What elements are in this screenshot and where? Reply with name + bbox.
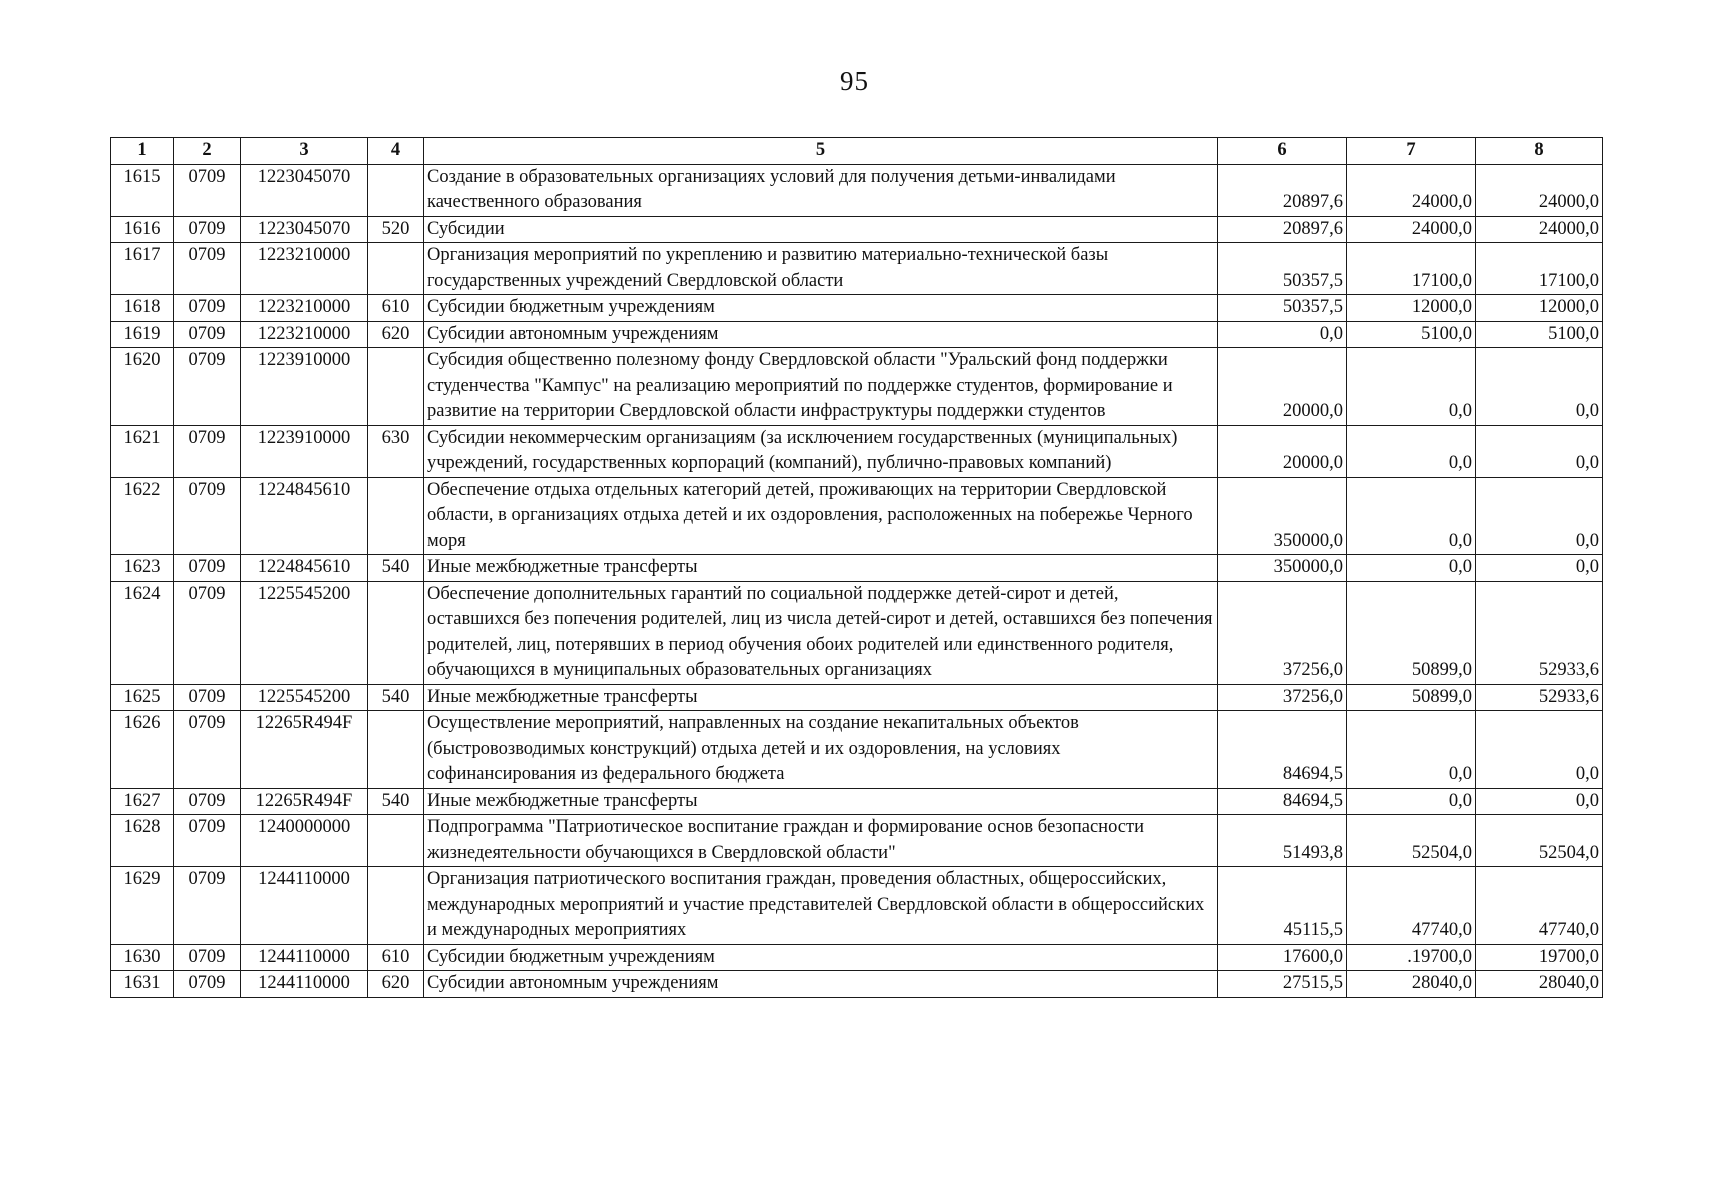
amount-cell: 12000,0 bbox=[1347, 295, 1476, 322]
column-header: 3 bbox=[241, 138, 368, 165]
target-article-cell: 1244110000 bbox=[241, 867, 368, 945]
table-row bbox=[111, 971, 1603, 998]
table-row bbox=[111, 477, 1603, 555]
section-code-cell: 0709 bbox=[174, 944, 241, 971]
column-header: 2 bbox=[174, 138, 241, 165]
expense-type-cell bbox=[368, 581, 424, 684]
expense-type-cell bbox=[368, 164, 424, 216]
amount-cell: 0,0 bbox=[1218, 321, 1347, 348]
target-article-cell: 12265R494F bbox=[241, 788, 368, 815]
amount-cell: 350000,0 bbox=[1218, 555, 1347, 582]
target-article-cell: 1223210000 bbox=[241, 243, 368, 295]
description-cell: Субсидии бюджетным учреждениям bbox=[424, 295, 1218, 322]
table-row bbox=[111, 815, 1603, 867]
description-cell: Субсидии автономным учреждениям bbox=[424, 321, 1218, 348]
target-article-cell: 1225545200 bbox=[241, 581, 368, 684]
amount-cell: 0,0 bbox=[1476, 348, 1603, 426]
section-code-cell: 0709 bbox=[174, 477, 241, 555]
target-article-cell: 1223045070 bbox=[241, 164, 368, 216]
row-number-cell: 1618 bbox=[111, 295, 174, 322]
amount-cell: 24000,0 bbox=[1347, 216, 1476, 243]
amount-cell: 17100,0 bbox=[1476, 243, 1603, 295]
row-number-cell: 1626 bbox=[111, 711, 174, 789]
amount-cell: 0,0 bbox=[1476, 477, 1603, 555]
amount-cell: 50357,5 bbox=[1218, 243, 1347, 295]
row-number-cell: 1621 bbox=[111, 425, 174, 477]
expense-type-cell bbox=[368, 815, 424, 867]
target-article-cell: 1244110000 bbox=[241, 971, 368, 998]
table-row bbox=[111, 711, 1603, 789]
amount-cell: 0,0 bbox=[1347, 555, 1476, 582]
expense-type-cell bbox=[368, 477, 424, 555]
row-number-cell: 1624 bbox=[111, 581, 174, 684]
expense-type-cell: 620 bbox=[368, 321, 424, 348]
amount-cell: 47740,0 bbox=[1347, 867, 1476, 945]
amount-cell: 28040,0 bbox=[1476, 971, 1603, 998]
target-article-cell: 1223910000 bbox=[241, 348, 368, 426]
row-number-cell: 1628 bbox=[111, 815, 174, 867]
amount-cell: 17100,0 bbox=[1347, 243, 1476, 295]
amount-cell: 0,0 bbox=[1476, 555, 1603, 582]
expense-type-cell: 540 bbox=[368, 684, 424, 711]
amount-cell: .19700,0 bbox=[1347, 944, 1476, 971]
row-number-cell: 1620 bbox=[111, 348, 174, 426]
row-number-cell: 1617 bbox=[111, 243, 174, 295]
target-article-cell: 1223910000 bbox=[241, 425, 368, 477]
amount-cell: 0,0 bbox=[1476, 425, 1603, 477]
description-cell: Осуществление мероприятий, направленных на создание некапитальных объектов (быстровозводимых конструкций) отдыха детей и их оздоровления, на условиях софинансирования из федерального бюджета bbox=[424, 711, 1218, 789]
section-code-cell: 0709 bbox=[174, 164, 241, 216]
amount-cell: 37256,0 bbox=[1218, 581, 1347, 684]
amount-cell: 27515,5 bbox=[1218, 971, 1347, 998]
section-code-cell: 0709 bbox=[174, 321, 241, 348]
amount-cell: 0,0 bbox=[1347, 348, 1476, 426]
description-cell: Иные межбюджетные трансферты bbox=[424, 788, 1218, 815]
section-code-cell: 0709 bbox=[174, 425, 241, 477]
amount-cell: 24000,0 bbox=[1476, 164, 1603, 216]
table-row bbox=[111, 243, 1603, 295]
row-number-cell: 1622 bbox=[111, 477, 174, 555]
row-number-cell: 1630 bbox=[111, 944, 174, 971]
amount-cell: 350000,0 bbox=[1218, 477, 1347, 555]
amount-cell: 24000,0 bbox=[1476, 216, 1603, 243]
table-row bbox=[111, 581, 1603, 684]
amount-cell: 20897,6 bbox=[1218, 164, 1347, 216]
table-row bbox=[111, 555, 1603, 582]
description-cell: Субсидии некоммерческим организациям (за исключением государственных (муниципальных) учреждений, государственных корпораций (компаний), публично-правовых компаний) bbox=[424, 425, 1218, 477]
section-code-cell: 0709 bbox=[174, 711, 241, 789]
amount-cell: 17600,0 bbox=[1218, 944, 1347, 971]
amount-cell: 84694,5 bbox=[1218, 788, 1347, 815]
description-cell: Обеспечение отдыха отдельных категорий детей, проживающих на территории Свердловской области, в организациях отдыха детей и их оздоровления, расположенных на побережье Черного моря bbox=[424, 477, 1218, 555]
amount-cell: 47740,0 bbox=[1476, 867, 1603, 945]
table-row bbox=[111, 867, 1603, 945]
row-number-cell: 1627 bbox=[111, 788, 174, 815]
section-code-cell: 0709 bbox=[174, 348, 241, 426]
amount-cell: 0,0 bbox=[1347, 425, 1476, 477]
table-row bbox=[111, 425, 1603, 477]
description-cell: Организация мероприятий по укреплению и развитию материально-технической базы государственных учреждений Свердловской области bbox=[424, 243, 1218, 295]
amount-cell: 52504,0 bbox=[1347, 815, 1476, 867]
amount-cell: 52933,6 bbox=[1476, 581, 1603, 684]
description-cell: Иные межбюджетные трансферты bbox=[424, 555, 1218, 582]
target-article-cell: 1240000000 bbox=[241, 815, 368, 867]
description-cell: Субсидии бюджетным учреждениям bbox=[424, 944, 1218, 971]
expense-type-cell: 620 bbox=[368, 971, 424, 998]
table-row bbox=[111, 164, 1603, 216]
table-row bbox=[111, 944, 1603, 971]
amount-cell: 20897,6 bbox=[1218, 216, 1347, 243]
row-number-cell: 1631 bbox=[111, 971, 174, 998]
target-article-cell: 1224845610 bbox=[241, 477, 368, 555]
expense-type-cell: 540 bbox=[368, 788, 424, 815]
table-row bbox=[111, 295, 1603, 322]
description-cell: Создание в образовательных организациях условий для получения детьми-инвалидами качественного образования bbox=[424, 164, 1218, 216]
section-code-cell: 0709 bbox=[174, 684, 241, 711]
amount-cell: 20000,0 bbox=[1218, 425, 1347, 477]
description-cell: Субсидия общественно полезному фонду Свердловской области "Уральский фонд поддержки студенчества "Кампус" на реализацию мероприятий по поддержке студентов, формирование и развитие на территории Свердловской области инфраструктуры поддержки студентов bbox=[424, 348, 1218, 426]
column-header: 6 bbox=[1218, 138, 1347, 165]
description-cell: Субсидии bbox=[424, 216, 1218, 243]
row-number-cell: 1623 bbox=[111, 555, 174, 582]
expense-type-cell: 630 bbox=[368, 425, 424, 477]
row-number-cell: 1616 bbox=[111, 216, 174, 243]
section-code-cell: 0709 bbox=[174, 788, 241, 815]
target-article-cell: 1244110000 bbox=[241, 944, 368, 971]
section-code-cell: 0709 bbox=[174, 216, 241, 243]
table-row bbox=[111, 684, 1603, 711]
section-code-cell: 0709 bbox=[174, 243, 241, 295]
amount-cell: 0,0 bbox=[1476, 788, 1603, 815]
description-cell: Организация патриотического воспитания граждан, проведения областных, общероссийских, международных мероприятий и участие представителей Свердловской области в общероссийских и международных мероприятиях bbox=[424, 867, 1218, 945]
expense-type-cell: 610 bbox=[368, 295, 424, 322]
section-code-cell: 0709 bbox=[174, 555, 241, 582]
page-number: 95 bbox=[840, 66, 869, 96]
description-cell: Подпрограмма "Патриотическое воспитание граждан и формирование основ безопасности жизнедеятельности обучающихся в Свердловской области" bbox=[424, 815, 1218, 867]
amount-cell: 50357,5 bbox=[1218, 295, 1347, 322]
column-header: 5 bbox=[424, 138, 1218, 165]
row-number-cell: 1625 bbox=[111, 684, 174, 711]
section-code-cell: 0709 bbox=[174, 581, 241, 684]
target-article-cell: 1223210000 bbox=[241, 295, 368, 322]
column-header: 8 bbox=[1476, 138, 1603, 165]
amount-cell: 12000,0 bbox=[1476, 295, 1603, 322]
table-row bbox=[111, 216, 1603, 243]
column-header: 1 bbox=[111, 138, 174, 165]
amount-cell: 24000,0 bbox=[1347, 164, 1476, 216]
expense-type-cell: 540 bbox=[368, 555, 424, 582]
expense-type-cell bbox=[368, 711, 424, 789]
amount-cell: 50899,0 bbox=[1347, 684, 1476, 711]
amount-cell: 50899,0 bbox=[1347, 581, 1476, 684]
column-header: 4 bbox=[368, 138, 424, 165]
amount-cell: 28040,0 bbox=[1347, 971, 1476, 998]
target-article-cell: 1223045070 bbox=[241, 216, 368, 243]
amount-cell: 0,0 bbox=[1347, 477, 1476, 555]
table-row bbox=[111, 321, 1603, 348]
column-header: 7 bbox=[1347, 138, 1476, 165]
amount-cell: 52504,0 bbox=[1476, 815, 1603, 867]
table-body bbox=[111, 164, 1603, 997]
amount-cell: 51493,8 bbox=[1218, 815, 1347, 867]
amount-cell: 20000,0 bbox=[1218, 348, 1347, 426]
row-number-cell: 1629 bbox=[111, 867, 174, 945]
description-cell: Субсидии автономным учреждениям bbox=[424, 971, 1218, 998]
amount-cell: 0,0 bbox=[1347, 788, 1476, 815]
target-article-cell: 1224845610 bbox=[241, 555, 368, 582]
expense-type-cell: 520 bbox=[368, 216, 424, 243]
amount-cell: 37256,0 bbox=[1218, 684, 1347, 711]
section-code-cell: 0709 bbox=[174, 971, 241, 998]
amount-cell: 5100,0 bbox=[1476, 321, 1603, 348]
header-row bbox=[111, 138, 1603, 165]
row-number-cell: 1619 bbox=[111, 321, 174, 348]
expense-type-cell bbox=[368, 348, 424, 426]
amount-cell: 5100,0 bbox=[1347, 321, 1476, 348]
amount-cell: 52933,6 bbox=[1476, 684, 1603, 711]
target-article-cell: 1223210000 bbox=[241, 321, 368, 348]
amount-cell: 45115,5 bbox=[1218, 867, 1347, 945]
table-row bbox=[111, 788, 1603, 815]
amount-cell: 0,0 bbox=[1347, 711, 1476, 789]
section-code-cell: 0709 bbox=[174, 295, 241, 322]
amount-cell: 19700,0 bbox=[1476, 944, 1603, 971]
target-article-cell: 1225545200 bbox=[241, 684, 368, 711]
amount-cell: 84694,5 bbox=[1218, 711, 1347, 789]
amount-cell: 0,0 bbox=[1476, 711, 1603, 789]
expense-type-cell: 610 bbox=[368, 944, 424, 971]
expense-type-cell bbox=[368, 867, 424, 945]
budget-table bbox=[110, 137, 1603, 998]
row-number-cell: 1615 bbox=[111, 164, 174, 216]
expense-type-cell bbox=[368, 243, 424, 295]
section-code-cell: 0709 bbox=[174, 867, 241, 945]
table-row bbox=[111, 348, 1603, 426]
section-code-cell: 0709 bbox=[174, 815, 241, 867]
description-cell: Обеспечение дополнительных гарантий по социальной поддержке детей-сирот и детей, оставшихся без попечения родителей, лиц из числа детей-сирот и детей, оставшихся без попечения родителей, лиц, потерявших в период обучения обоих родителей или единственного родителя, обучающихся в муниципальных образовательных организациях bbox=[424, 581, 1218, 684]
target-article-cell: 12265R494F bbox=[241, 711, 368, 789]
description-cell: Иные межбюджетные трансферты bbox=[424, 684, 1218, 711]
